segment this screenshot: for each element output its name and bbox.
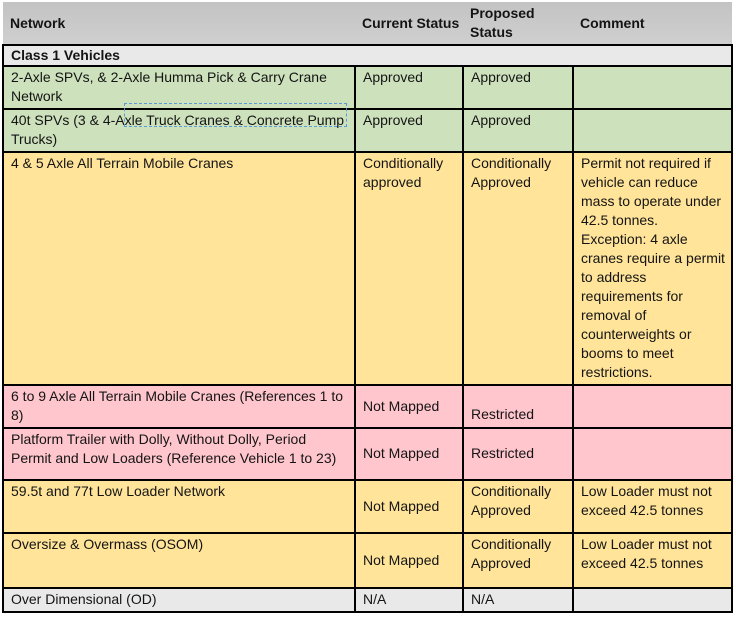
proposed-cell: Restricted [463,428,573,480]
table-row [3,533,732,588]
current-cell: Not Mapped [355,428,463,480]
proposed-cell: Approved [463,66,573,109]
network-cell: 4 & 5 Axle All Terrain Mobile Cranes [3,152,355,385]
header-row [3,2,732,45]
vehicle-network-status-table [2,2,733,613]
comment-cell: Low Loader must not exceed 42.5 tonnes [573,533,732,588]
network-cell: 2-Axle SPVs, & 2-Axle Humma Pick & Carry Crane Network [3,66,355,109]
column-header-current-status: Current Status [355,2,463,45]
current-cell: Not Mapped [355,480,463,533]
comment-cell [573,385,732,428]
section-header-class-1-vehicles: Class 1 Vehicles [3,45,732,66]
proposed-cell: Conditionally Approved [463,533,573,588]
network-cell: 6 to 9 Axle All Terrain Mobile Cranes (References 1 to 8) [3,385,355,428]
comment-cell: Permit not required if vehicle can reduce mass to operate under 42.5 tonnes. Exception: 4 axle cranes require a permit to address requirements for removal of counterweights or booms to meet restrictions. [573,152,732,385]
column-header-comment: Comment [573,2,732,45]
table-header [3,2,732,45]
comment-cell [573,109,732,152]
column-header-proposed-status: Proposed Status [463,2,573,45]
proposed-cell: N/A [463,588,573,612]
comment-cell [573,66,732,109]
proposed-cell: Conditionally Approved [463,152,573,385]
network-cell: Platform Trailer with Dolly, Without Dolly, Period Permit and Low Loaders (Reference Vehicle 1 to 23) [3,428,355,480]
current-cell: Conditionally approved [355,152,463,385]
table-body [3,45,732,612]
current-cell: Not Mapped [355,385,463,428]
table-row [3,152,732,385]
table-row [3,428,732,480]
column-header-network: Network [3,2,355,45]
current-cell: Approved [355,109,463,152]
current-cell: Approved [355,66,463,109]
current-cell: Not Mapped [355,533,463,588]
comment-cell: Low Loader must not exceed 42.5 tonnes [573,480,732,533]
proposed-cell: Conditionally Approved [463,480,573,533]
network-cell: Oversize & Overmass (OSOM) [3,533,355,588]
comment-cell [573,428,732,480]
proposed-cell: Approved [463,109,573,152]
network-cell: 40t SPVs (3 & 4-Axle Truck Cranes & Concrete Pump Trucks) [3,109,355,152]
comment-cell [573,588,732,612]
table-row [3,385,732,428]
network-cell: 59.5t and 77t Low Loader Network [3,480,355,533]
document-page [2,2,733,613]
table-row [3,66,732,109]
network-cell: Over Dimensional (OD) [3,588,355,612]
table-row [3,588,732,612]
current-cell: N/A [355,588,463,612]
section-row [3,45,732,66]
table-row [3,109,732,152]
proposed-cell: Restricted [463,385,573,428]
table-row [3,480,732,533]
